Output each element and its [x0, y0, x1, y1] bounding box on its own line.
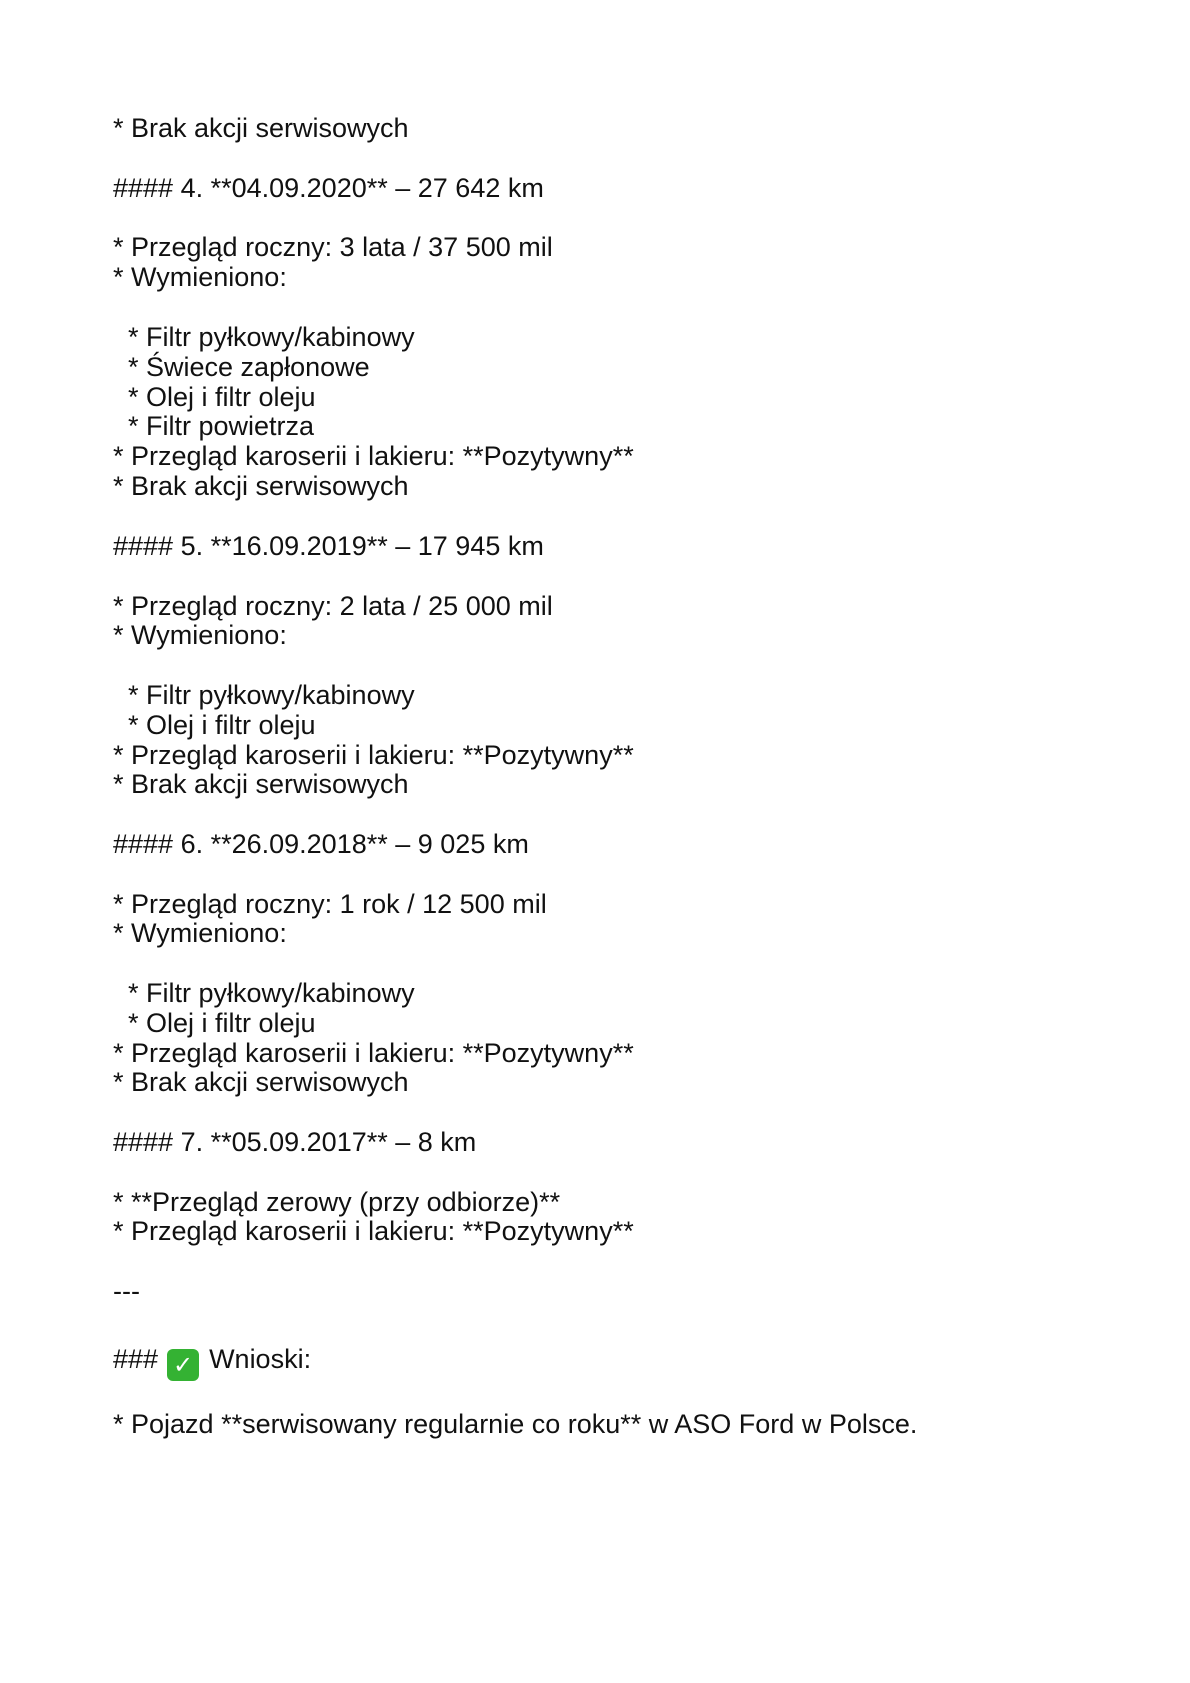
bullet-line: * Przegląd karoserii i lakieru: **Pozytywny** — [113, 740, 634, 770]
bullet-line: * Wymieniono: — [113, 262, 287, 292]
entry-heading-4: #### 4. **04.09.2020** – 27 642 km — [113, 173, 544, 203]
bullet-line: * Przegląd karoserii i lakieru: **Pozytywny** — [113, 1038, 634, 1068]
bullet-line: * Wymieniono: — [113, 918, 287, 948]
horizontal-rule-text: --- — [113, 1276, 140, 1306]
sub-bullet-line: * Filtr pyłkowy/kabinowy — [113, 978, 415, 1008]
check-mark-icon: ✓ — [167, 1349, 199, 1381]
bullet-line: * Brak akcji serwisowych — [113, 113, 409, 143]
bullet-line: * Brak akcji serwisowych — [113, 1067, 409, 1097]
bullet-line: * Przegląd karoserii i lakieru: **Pozytywny** — [113, 1216, 634, 1246]
heading-prefix: ### — [113, 1344, 159, 1374]
bullet-line: * Brak akcji serwisowych — [113, 471, 409, 501]
bullet-line: * **Przegląd zerowy (przy odbiorze)** — [113, 1187, 561, 1217]
conclusion-bullet: * Pojazd **serwisowany regularnie co roku** w ASO Ford w Polsce. — [113, 1409, 918, 1439]
sub-bullet-line: * Olej i filtr oleju — [113, 710, 316, 740]
bullet-line: * Wymieniono: — [113, 620, 287, 650]
entry-heading-5: #### 5. **16.09.2019** – 17 945 km — [113, 531, 544, 561]
sub-bullet-line: * Świece zapłonowe — [113, 352, 370, 382]
bullet-line: * Brak akcji serwisowych — [113, 769, 409, 799]
entry-heading-6: #### 6. **26.09.2018** – 9 025 km — [113, 829, 529, 859]
conclusion-heading — [113, 1343, 311, 1381]
entry-heading-7: #### 7. **05.09.2017** – 8 km — [113, 1127, 477, 1157]
conclusion-heading-text: Wnioski: — [209, 1344, 312, 1374]
sub-bullet-line: * Filtr pyłkowy/kabinowy — [113, 322, 415, 352]
sub-bullet-line: * Olej i filtr oleju — [113, 1008, 316, 1038]
bullet-line: * Przegląd roczny: 3 lata / 37 500 mil — [113, 232, 553, 262]
bullet-line: * Przegląd roczny: 1 rok / 12 500 mil — [113, 889, 547, 919]
sub-bullet-line: * Filtr pyłkowy/kabinowy — [113, 680, 415, 710]
bullet-line: * Przegląd roczny: 2 lata / 25 000 mil — [113, 591, 553, 621]
bullet-line: * Przegląd karoserii i lakieru: **Pozytywny** — [113, 441, 634, 471]
sub-bullet-line: * Olej i filtr oleju — [113, 382, 316, 412]
sub-bullet-line: * Filtr powietrza — [113, 411, 315, 441]
